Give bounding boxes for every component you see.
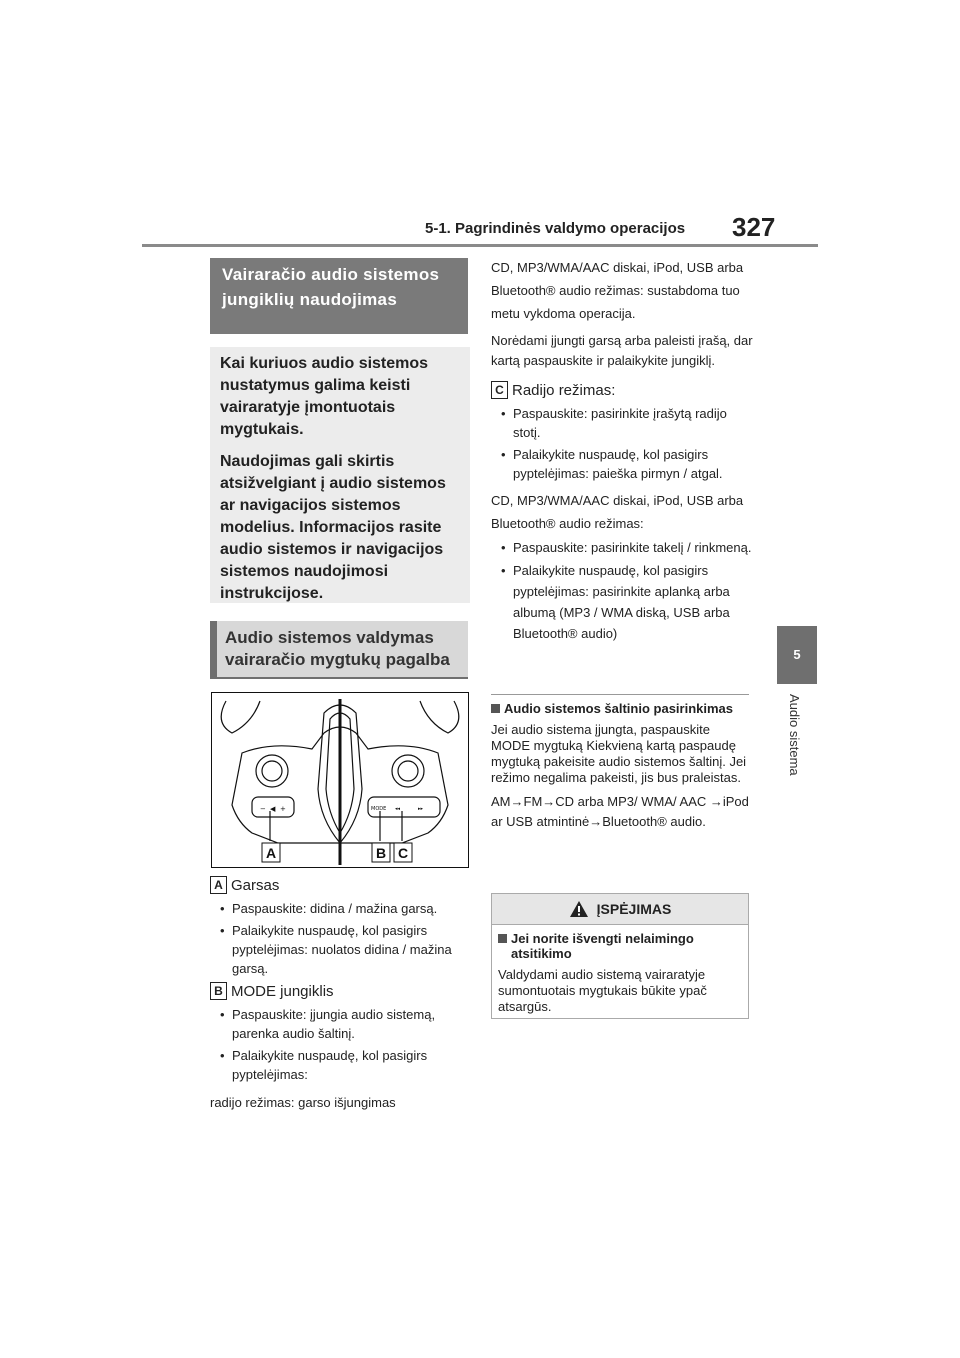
svg-text:◂◂: ◂◂ xyxy=(395,806,401,812)
section-b-heading xyxy=(210,982,472,1000)
list-item: • Paspauskite: pasirinkite takelį / rinkmeną. xyxy=(491,538,753,557)
section-a-list xyxy=(210,899,472,978)
source-paragraph: Jei audio sistema įjungta, paspauskite MODE mygtuką Kiekvieną kartą paspaudę mygtuką pakeisite audio sistemos šaltinį. Jei režimo negalima pakeisti, jis bus praleistas. xyxy=(491,722,747,785)
steering-wheel-figure xyxy=(211,692,469,868)
svg-text:▸▸: ▸▸ xyxy=(418,806,424,812)
intro-paragraph-2: Naudojimas gali skirtis atsižvelgiant į audio sistemos ar navigacijos sistemos modelius. Informacijos rasite audio sistemos ir navigacijos sistemos naudojimosi instrukcijose. xyxy=(220,453,446,602)
source-sequence: AM→FM→CD arba MP3/ WMA/ AAC →iPod ar USB atmintinė→Bluetooth® audio. xyxy=(491,794,749,829)
chapter-label: Audio sistema xyxy=(787,694,802,776)
warning-box xyxy=(491,893,749,1019)
label-a: A xyxy=(210,876,227,894)
divider xyxy=(491,694,749,695)
section-a-title: Garsas xyxy=(231,876,280,894)
header-rule xyxy=(142,244,818,247)
section-c-list xyxy=(491,404,753,483)
continuation-paragraph-2: Norėdami įjungti garsą arba paleisti įrašą, dar kartą paspauskite ir palaikykite jungiklį. xyxy=(491,333,753,368)
intro-paragraph-1: Kai kuriuos audio sistemos nustatymus galima keisti vairaratyje įmontuotais mygtukais. xyxy=(220,355,429,438)
warning-text: Valdydami audio sistemą vairaratyje sumontuotais mygtukais būkite ypač atsargūs. xyxy=(498,967,707,1014)
section-c-list-2 xyxy=(491,538,753,644)
list-item: • Palaikykite nuspaudę, kol pasigirs pyptelėjimas: xyxy=(210,1046,472,1084)
subsection-heading-box xyxy=(210,621,468,677)
steering-wheel-illustration xyxy=(212,693,468,867)
continuation-paragraph-1: CD, MP3/WMA/AAC diskai, iPod, USB arba Bluetooth® audio režimas: sustabdoma tuo metu vykdoma operacija. xyxy=(491,260,744,321)
section-a xyxy=(210,876,472,981)
section-title: 5-1. Pagrindinės valdymo operacijos xyxy=(425,220,686,237)
label-b: B xyxy=(210,982,227,1000)
list-item: • Paspauskite: pasirinkite įrašytą radijo stotį. xyxy=(491,404,753,442)
list-item: • Paspauskite: didina / mažina garsą. xyxy=(210,899,472,918)
svg-text:◀: ◀ xyxy=(270,805,276,813)
svg-text:+: + xyxy=(280,805,286,813)
section-c-heading xyxy=(491,381,753,399)
figure-label-c: C xyxy=(397,845,409,861)
section-b xyxy=(210,982,472,1112)
section-b-tail: radijo režimas: garso išjungimas xyxy=(210,1095,396,1110)
warning-triangle-icon xyxy=(569,900,589,918)
figure-label-b: B xyxy=(375,845,387,861)
square-bullet-icon xyxy=(498,934,507,943)
source-heading xyxy=(491,701,751,716)
subsection-heading: Audio sistemos valdymas vairaračio mygtukų pagalba xyxy=(225,628,450,669)
section-b-list xyxy=(210,1005,472,1084)
mode-button-label: MODE xyxy=(371,806,387,812)
warning-header xyxy=(492,894,748,925)
label-c: C xyxy=(491,381,508,399)
subsection-rule xyxy=(210,677,468,679)
list-item: • Paspauskite: įjungia audio sistemą, parenka audio šaltinį. xyxy=(210,1005,472,1043)
page-number: 327 xyxy=(732,212,776,242)
section-c-mid: CD, MP3/WMA/AAC diskai, iPod, USB arba Bluetooth® audio režimas: xyxy=(491,493,744,531)
right-column xyxy=(491,256,753,647)
list-item: • Palaikykite nuspaudę, kol pasigirs pyptelėjimas: pasirinkite aplanką arba albumą (MP3 / WMA diską, USB arba Bluetooth® audio) xyxy=(491,560,753,644)
list-item: • Palaikykite nuspaudę, kol pasigirs pyptelėjimas: nuolatos didina / mažina garsą. xyxy=(210,921,472,978)
figure-label-a: A xyxy=(265,845,277,861)
source-selection xyxy=(491,701,751,832)
warning-subtitle: Jei norite išvengti nelaimingo atsitikimo xyxy=(511,931,694,961)
section-heading: Vairaračio audio sistemos jungiklių naudojimas xyxy=(222,265,440,309)
section-heading-box xyxy=(210,258,468,334)
warning-subheading xyxy=(498,931,742,961)
chapter-tab: 5 xyxy=(777,626,817,684)
section-b-title: MODE jungiklis xyxy=(231,982,334,1000)
section-a-heading xyxy=(210,876,472,894)
list-item: • Palaikykite nuspaudę, kol pasigirs pyptelėjimas: paieška pirmyn / atgal. xyxy=(491,445,753,483)
svg-text:−: − xyxy=(260,805,266,813)
source-title: Audio sistemos šaltinio pasirinkimas xyxy=(504,701,734,716)
square-bullet-icon xyxy=(491,704,500,713)
intro-box xyxy=(210,347,470,603)
section-c-title: Radijo režimas: xyxy=(512,381,616,399)
warning-title: ĮSPĖJIMAS xyxy=(596,901,672,917)
